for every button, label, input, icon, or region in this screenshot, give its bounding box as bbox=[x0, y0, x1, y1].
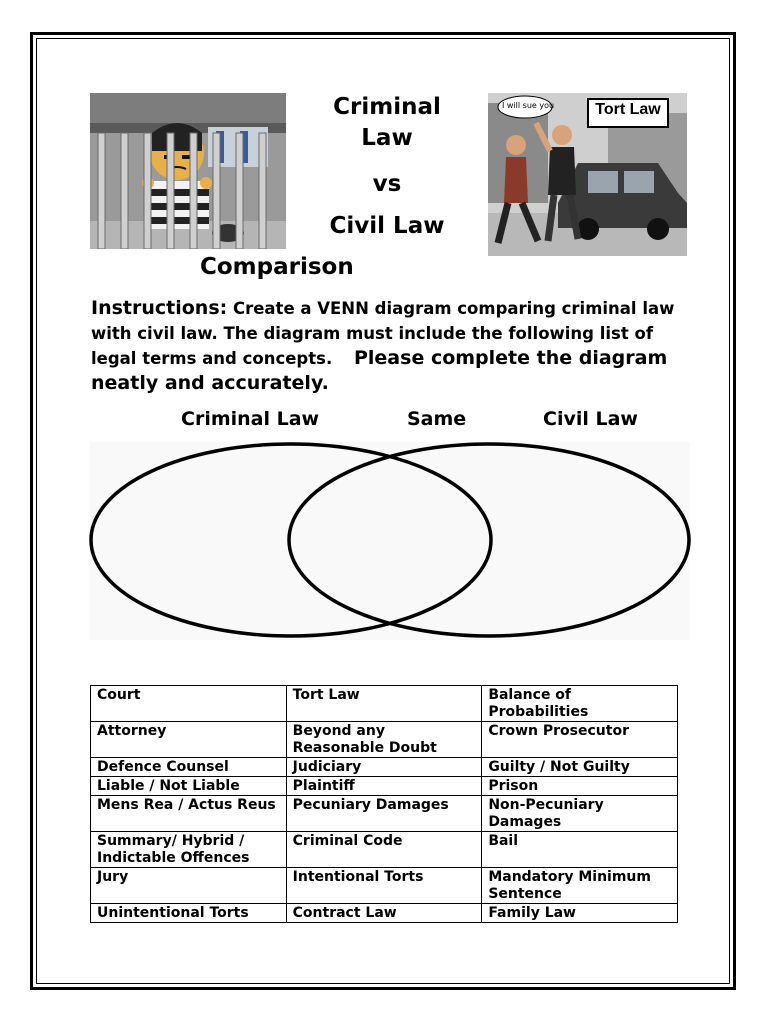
table-cell: Attorney bbox=[91, 722, 287, 758]
table-row bbox=[91, 868, 678, 904]
prisoner-illustration bbox=[90, 93, 286, 249]
table-cell: Bail bbox=[482, 832, 678, 868]
table-row bbox=[91, 832, 678, 868]
table-cell: Tort Law bbox=[286, 686, 482, 722]
table-row bbox=[91, 777, 678, 796]
table-cell: Unintentional Torts bbox=[91, 904, 287, 923]
table-cell: Mens Rea / Actus Reus bbox=[91, 796, 287, 832]
table-row bbox=[91, 758, 678, 777]
terms-table-body bbox=[91, 686, 678, 923]
tort-law-sign-text: Tort Law bbox=[595, 101, 661, 118]
venn-diagram bbox=[88, 440, 694, 642]
table-cell: Liable / Not Liable bbox=[91, 777, 287, 796]
table-cell: Beyond any Reasonable Doubt bbox=[286, 722, 482, 758]
table-cell: Family Law bbox=[482, 904, 678, 923]
instructions-paragraph bbox=[91, 296, 681, 396]
title-line-2: Law bbox=[361, 125, 413, 151]
venn-label-same: Same bbox=[407, 408, 467, 430]
table-cell: Balance of Probabilities bbox=[482, 686, 678, 722]
table-cell: Defence Counsel bbox=[91, 758, 287, 777]
title-line-3: vs bbox=[372, 171, 402, 197]
table-cell: Jury bbox=[91, 868, 287, 904]
table-cell: Contract Law bbox=[286, 904, 482, 923]
table-cell: Summary/ Hybrid / Indictable Offences bbox=[91, 832, 287, 868]
table-row bbox=[91, 722, 678, 758]
table-cell: Pecuniary Damages bbox=[286, 796, 482, 832]
table-cell: Crown Prosecutor bbox=[482, 722, 678, 758]
table-cell: Intentional Torts bbox=[286, 868, 482, 904]
table-cell: Guilty / Not Guilty bbox=[482, 758, 678, 777]
table-cell: Mandatory Minimum Sentence bbox=[482, 868, 678, 904]
instructions-body: Create a VENN diagram comparing criminal law with civil law. The diagram must include the following list of legal terms and concepts. bbox=[91, 299, 675, 368]
tort-law-image bbox=[488, 93, 687, 256]
table-row bbox=[91, 796, 678, 832]
table-cell: Non-Pecuniary Damages bbox=[482, 796, 678, 832]
table-cell: Court bbox=[91, 686, 287, 722]
title-line-1: Criminal bbox=[333, 94, 441, 120]
instructions-label: Instructions: bbox=[91, 297, 228, 319]
table-cell: Judiciary bbox=[286, 758, 482, 777]
title-comparison: Comparison bbox=[200, 254, 354, 280]
title-line-4: Civil Law bbox=[329, 213, 445, 239]
speech-bubble-text: I will sue you bbox=[502, 101, 555, 110]
prisoner-image bbox=[90, 93, 286, 249]
terms-table bbox=[90, 685, 678, 923]
table-cell: Plaintiff bbox=[286, 777, 482, 796]
instructions-emphasis: Please complete the diagram neatly and accurately. bbox=[91, 347, 668, 394]
table-cell: Criminal Code bbox=[286, 832, 482, 868]
table-row bbox=[91, 904, 678, 923]
table-cell: Prison bbox=[482, 777, 678, 796]
venn-label-criminal-law: Criminal Law bbox=[181, 408, 320, 430]
table-row bbox=[91, 686, 678, 722]
venn-label-civil-law: Civil Law bbox=[543, 408, 638, 430]
